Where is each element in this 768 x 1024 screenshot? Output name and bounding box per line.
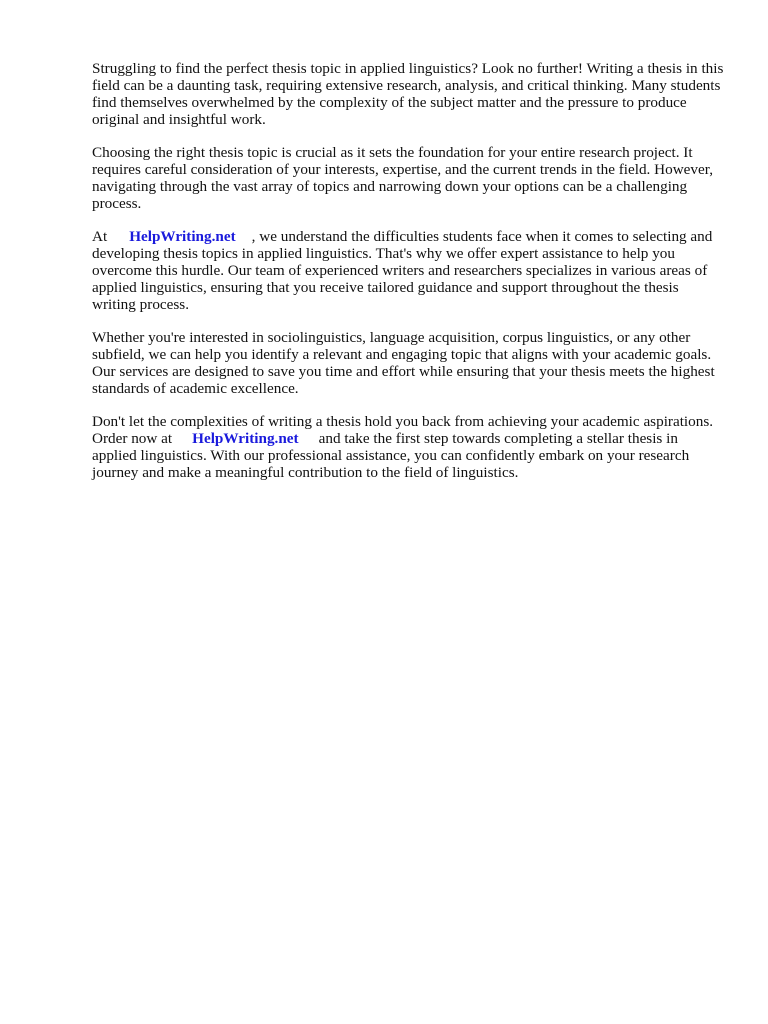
paragraph-at-helpwriting — [92, 228, 724, 313]
paragraph-at-suffix: , we understand the difficulties students face when it comes to selecting and developing thesis topics in applied linguistics. That's why we offer expert assistance to help you overcome this hurdle. Our team of experienced writers and researchers specializes in various areas of applied linguistics, ensuring that you receive tailored guidance and support throughout the thesis writing process. — [92, 228, 713, 313]
paragraph-order-now — [92, 413, 724, 481]
paragraph-order-suffix: and take the first step towards completing a stellar thesis in applied linguistics. With our professional assistance, you can confidently embark on your research journey and make a meaningful contribution to the field of linguistics. — [92, 430, 690, 481]
paragraph-intro: Struggling to find the perfect thesis topic in applied linguistics? Look no further! Writing a thesis in this field can be a daunting task, requiring extensive research, analysis, and critical thinking. Many students find themselves overwhelmed by the complexity of the subject matter and the pressure to produce original and insightful work. — [92, 60, 724, 128]
paragraph-order-prefix: Don't let the complexities of writing a thesis hold you back from achieving your academic aspirations. Order now at — [92, 413, 714, 447]
paragraph-at-prefix: At — [92, 228, 108, 245]
paragraph-choosing-topic: Choosing the right thesis topic is crucial as it sets the foundation for your entire research project. It requires careful consideration of your interests, expertise, and the current trends in the field. However, navigating through the vast array of topics and narrowing down your options can be a challenging process. — [92, 144, 714, 212]
helpwriting-order-link[interactable]: HelpWriting.net — [192, 430, 299, 447]
document-body — [92, 60, 724, 497]
paragraph-subfields: Whether you're interested in sociolinguistics, language acquisition, corpus linguistics, or any other subfield, we can help you identify a relevant and engaging topic that aligns with your academic goals. Our services are designed to save you time and effort while ensuring that your thesis meets the highest standards of academic excellence. — [92, 329, 715, 397]
helpwriting-link[interactable]: HelpWriting.net — [129, 228, 236, 245]
